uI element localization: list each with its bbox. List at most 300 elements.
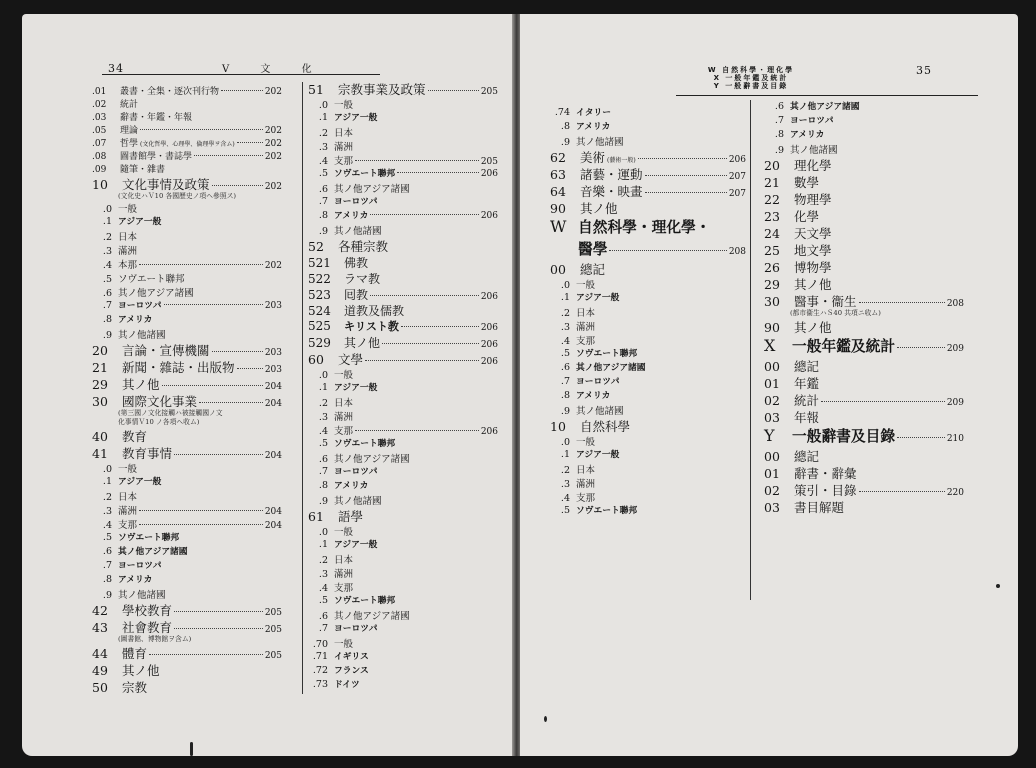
classification-entry — [92, 162, 282, 175]
class-code: .0 — [560, 280, 570, 291]
class-label: 一般 — [334, 527, 354, 538]
dot-leader — [174, 454, 263, 455]
class-label: イタリー — [576, 108, 611, 118]
class-label: 策引・目錄 — [794, 483, 857, 498]
classification-entry — [308, 622, 498, 636]
class-code: 01 — [764, 376, 780, 391]
class-code: .0 — [102, 204, 112, 215]
page-reference: 204 — [264, 451, 282, 461]
classification-entry — [308, 552, 498, 566]
classification-entry — [764, 374, 964, 391]
running-head-left: V 文 化 — [222, 64, 326, 75]
class-label: フランス — [334, 666, 369, 676]
dot-leader — [221, 90, 263, 91]
class-label: 社會教育 — [122, 620, 173, 635]
dot-leader — [645, 175, 727, 176]
classification-entry — [92, 601, 282, 618]
class-label: ソヴエート聯邦 — [334, 169, 396, 179]
classification-entry — [764, 357, 964, 374]
page-reference: 206 — [480, 340, 498, 350]
class-code: .71 — [312, 651, 328, 662]
classification-entry — [308, 254, 498, 270]
class-code: .72 — [312, 665, 328, 676]
class-label: 其ノ他 — [794, 320, 832, 335]
class-code: 25 — [764, 243, 780, 258]
classification-entry — [550, 106, 746, 120]
classification-entry — [764, 173, 964, 190]
classification-entry — [92, 84, 282, 97]
classification-entry — [92, 271, 282, 285]
classification-entry — [764, 481, 964, 498]
classification-entry — [308, 479, 498, 493]
class-code: .4 — [102, 520, 112, 531]
classification-entry — [550, 238, 746, 260]
class-label: アジア一般 — [576, 293, 620, 303]
class-code: .9 — [774, 145, 784, 156]
page-reference: 208 — [728, 247, 746, 257]
class-code: .9 — [318, 226, 328, 237]
classification-entry — [308, 139, 498, 153]
classification-entry — [550, 291, 746, 305]
classification-entry — [92, 661, 282, 678]
class-code: 21 — [764, 175, 780, 190]
classification-entry — [550, 216, 746, 238]
page-reference: 206 — [480, 292, 498, 302]
class-code: .4 — [318, 156, 328, 167]
class-label: 其ノ他諸國 — [334, 226, 382, 237]
class-code: 40 — [92, 429, 108, 444]
class-label: 音樂・映畫 — [580, 184, 643, 199]
class-code: 29 — [92, 377, 108, 392]
class-code: 30 — [92, 394, 108, 409]
dot-leader — [139, 510, 263, 511]
class-code: 03 — [764, 410, 780, 425]
class-label: 滿洲 — [334, 412, 354, 423]
class-code: .5 — [560, 348, 570, 359]
class-code: .3 — [560, 479, 570, 490]
class-code: .8 — [560, 390, 570, 401]
right-page — [520, 14, 1018, 756]
class-label: ドイツ — [334, 680, 360, 690]
page-reference: 206 — [480, 357, 498, 367]
class-label: 文化事情及政策 — [122, 177, 210, 192]
class-label: 總記 — [794, 449, 820, 464]
page-reference: 202 — [264, 126, 282, 136]
header-rule-right — [676, 95, 978, 96]
class-code: .5 — [102, 274, 112, 285]
page-number-left: 34 — [108, 62, 124, 75]
classification-entry — [308, 451, 498, 465]
class-label: ソヴエート聯邦 — [576, 506, 638, 516]
class-label: 自然科學・理化學・ — [578, 219, 711, 236]
class-code: .1 — [560, 449, 570, 460]
class-label: 其ノ他諸國 — [576, 406, 624, 417]
classification-entry — [92, 427, 282, 444]
class-label: 其ノ他アジア諸國 — [334, 454, 410, 465]
class-code: 44 — [92, 646, 108, 661]
class-code: .3 — [318, 412, 328, 423]
classification-entry — [92, 503, 282, 517]
classification-entry — [308, 367, 498, 381]
page-reference: 203 — [264, 348, 282, 358]
classification-entry — [764, 408, 964, 425]
classification-entry — [308, 594, 498, 608]
page-reference: 209 — [946, 398, 964, 408]
scope-note — [764, 309, 964, 318]
class-label: 諸藝・運動 — [580, 167, 643, 182]
classification-entry — [308, 97, 498, 111]
class-label: 圖書館學・書誌學 — [120, 152, 193, 162]
class-label: 滿洲 — [118, 246, 138, 257]
class-code: .9 — [560, 137, 570, 148]
classification-entry — [92, 358, 282, 375]
class-code: .2 — [318, 398, 328, 409]
class-code: .8 — [560, 121, 570, 132]
classification-entry — [92, 392, 282, 409]
class-label: ソヴエート聯邦 — [576, 349, 638, 359]
class-code: .7 — [318, 623, 328, 634]
class-code: 00 — [764, 449, 780, 464]
class-code: 525 — [308, 319, 331, 333]
class-label: 天文學 — [794, 226, 832, 241]
classification-entry — [308, 318, 498, 334]
class-label: ヨーロツパ — [334, 467, 378, 477]
class-code: .73 — [312, 679, 328, 690]
class-code: .7 — [318, 466, 328, 477]
page-reference: 206 — [480, 211, 498, 221]
left-column-2 — [308, 80, 498, 692]
class-label: 支那 — [334, 426, 354, 437]
classification-entry — [308, 566, 498, 580]
class-label: 宗教 — [122, 680, 148, 695]
page-reference: 202 — [264, 152, 282, 162]
classification-entry — [308, 237, 498, 254]
classification-entry — [308, 195, 498, 209]
classification-entry — [764, 447, 964, 464]
class-label: 新聞・雜誌・出版物 — [122, 360, 235, 375]
dot-leader — [821, 401, 945, 402]
class-label: 支那 — [576, 493, 596, 504]
page-reference: 204 — [264, 507, 282, 517]
classification-entry — [764, 114, 964, 128]
class-label: 其ノ他アジア諸國 — [334, 184, 410, 195]
class-code: .9 — [318, 496, 328, 507]
class-label: アメリカ — [334, 481, 369, 491]
class-label: 學校教育 — [122, 603, 173, 618]
page-reference: 209 — [946, 344, 964, 354]
class-code: .7 — [102, 560, 112, 571]
class-code: 50 — [92, 680, 108, 695]
class-code: .70 — [312, 639, 328, 650]
column-rule-right — [750, 100, 751, 600]
class-code: .4 — [560, 493, 570, 504]
class-label: 其ノ他アジア諸國 — [790, 102, 860, 112]
class-code: .6 — [318, 611, 328, 622]
classification-entry — [308, 181, 498, 195]
class-code: .1 — [318, 382, 328, 393]
class-label: 其ノ他 — [122, 377, 160, 392]
class-code: .08 — [92, 152, 107, 162]
class-label: 醫事・衞生 — [794, 294, 857, 309]
class-code: .9 — [102, 330, 112, 341]
class-label: 宗教事業及政策 — [338, 82, 426, 97]
class-label: 年報 — [794, 410, 820, 425]
class-label: 統計 — [120, 100, 139, 110]
classification-entry — [308, 664, 498, 678]
class-code: 24 — [764, 226, 780, 241]
classification-entry — [92, 110, 282, 123]
classification-entry — [92, 327, 282, 341]
class-label: 支那 — [576, 336, 596, 347]
class-label: アメリカ — [576, 391, 611, 401]
classification-entry — [308, 80, 498, 97]
class-code: 01 — [764, 466, 780, 481]
classification-entry — [92, 475, 282, 489]
class-label: アメリカ — [118, 575, 153, 585]
class-code: .2 — [102, 232, 112, 243]
classification-entry — [550, 319, 746, 333]
dot-leader — [428, 90, 479, 91]
classification-entry — [550, 389, 746, 403]
class-code: .5 — [560, 505, 570, 516]
classification-entry — [92, 299, 282, 313]
class-code: .07 — [92, 139, 107, 149]
class-label: 辭書・辭彙 — [794, 466, 857, 481]
class-code: .8 — [318, 480, 328, 491]
class-code: 41 — [92, 446, 108, 461]
scan-mark — [190, 742, 193, 756]
class-label: イギリス — [334, 652, 369, 662]
class-code: 64 — [550, 184, 566, 199]
class-label: 各種宗教 — [338, 239, 389, 254]
classification-entry — [92, 545, 282, 559]
classification-entry — [92, 461, 282, 475]
classification-entry — [308, 409, 498, 423]
class-code: .4 — [318, 583, 328, 594]
class-code: 20 — [764, 158, 780, 173]
class-code: .09 — [92, 165, 107, 175]
classification-entry — [308, 381, 498, 395]
classification-entry — [550, 120, 746, 134]
classification-entry — [92, 201, 282, 215]
classification-entry — [308, 167, 498, 181]
page-reference: 205 — [480, 157, 498, 167]
page-reference: 208 — [946, 299, 964, 309]
dot-leader — [897, 347, 945, 348]
class-label: 一般 — [334, 100, 354, 111]
class-code: 21 — [92, 360, 108, 375]
classification-entry — [308, 507, 498, 524]
class-code: 60 — [308, 352, 324, 367]
class-label: ソヴエート聯邦 — [118, 533, 180, 543]
class-label: 一般 — [334, 639, 354, 650]
page-reference: 205 — [264, 625, 282, 635]
page-reference: 220 — [946, 488, 964, 498]
scope-note-line: (第三國ノ文化接觸ハ被接觸國ノ文 — [118, 409, 223, 417]
classification-entry — [764, 258, 964, 275]
page-reference: 203 — [264, 301, 282, 311]
classification-entry — [92, 257, 282, 271]
running-head-line-x: X 一般年鑑及統計 — [713, 74, 789, 82]
class-label: 囘教 — [344, 288, 369, 302]
classification-entry — [550, 305, 746, 319]
classification-entry — [308, 153, 498, 167]
classification-entry — [550, 417, 746, 434]
dot-leader — [174, 628, 263, 629]
classification-entry — [550, 347, 746, 361]
class-code: 10 — [550, 419, 566, 434]
classification-entry — [308, 538, 498, 552]
classification-entry — [764, 292, 964, 309]
inline-scope-note: (文化哲學、心理學、倫理學ヲ含ム) — [140, 141, 235, 148]
class-label: アジア一般 — [334, 113, 378, 123]
class-code: W — [550, 217, 567, 236]
classification-entry — [308, 334, 498, 350]
dot-leader — [139, 524, 263, 525]
class-label: ソヴエート聯邦 — [118, 274, 185, 285]
classification-entry — [308, 125, 498, 139]
class-label: ヨーロツパ — [118, 301, 162, 311]
class-code: 522 — [308, 272, 331, 286]
classification-entry — [308, 270, 498, 286]
classification-entry — [308, 493, 498, 507]
dot-leader — [237, 368, 263, 369]
class-code: 00 — [764, 359, 780, 374]
dot-leader — [174, 611, 263, 612]
page-number-right: 35 — [916, 64, 932, 77]
dot-leader — [355, 430, 479, 431]
class-code: .7 — [318, 196, 328, 207]
class-code: 62 — [550, 150, 566, 165]
class-label: 日本 — [118, 232, 138, 243]
classification-entry — [764, 207, 964, 224]
class-label: 其ノ他諸國 — [576, 137, 624, 148]
class-code: .02 — [92, 100, 107, 110]
dot-leader — [382, 343, 479, 344]
dot-leader — [397, 172, 479, 173]
class-label: 哲學 — [120, 139, 139, 149]
class-code: 529 — [308, 336, 331, 350]
class-code: Y — [764, 426, 775, 445]
class-label: ソヴエート聯邦 — [334, 596, 396, 606]
page-reference: 206 — [480, 323, 498, 333]
dot-leader — [194, 155, 263, 156]
class-code: .8 — [102, 314, 112, 325]
class-label: 滿洲 — [118, 506, 138, 517]
page-reference: 204 — [264, 382, 282, 392]
class-label: ラマ教 — [344, 272, 381, 286]
class-code: .4 — [102, 260, 112, 271]
class-code: .7 — [560, 376, 570, 387]
dot-leader — [370, 214, 478, 215]
classification-entry — [92, 587, 282, 601]
class-label: ヨーロツパ — [334, 197, 378, 207]
classification-entry — [308, 286, 498, 302]
class-label: 其ノ他アジア諸國 — [118, 547, 188, 557]
class-label: 日本 — [118, 492, 138, 503]
class-label: 教育 — [122, 429, 148, 444]
class-label: 其ノ他諸國 — [790, 145, 838, 156]
classification-entry — [92, 215, 282, 229]
class-code: .0 — [318, 370, 328, 381]
class-code: 521 — [308, 256, 331, 270]
class-label: ヨーロツパ — [118, 561, 162, 571]
dot-leader — [609, 250, 726, 251]
class-label: 支那 — [334, 583, 354, 594]
class-code: .1 — [318, 112, 328, 123]
right-column-1 — [550, 106, 746, 518]
class-code: .2 — [560, 465, 570, 476]
class-code: .2 — [560, 308, 570, 319]
classification-entry — [550, 199, 746, 216]
class-code: .0 — [560, 437, 570, 448]
classification-entry — [764, 464, 964, 481]
class-label: 日本 — [576, 465, 596, 476]
class-label: 教育事情 — [122, 446, 173, 461]
class-label: 理化學 — [794, 158, 832, 173]
classification-entry — [308, 580, 498, 594]
class-code: .2 — [318, 128, 328, 139]
class-label: 辭書・年鑑・年報 — [120, 113, 193, 123]
classification-entry — [92, 444, 282, 461]
classification-entry — [92, 341, 282, 358]
left-column-1 — [92, 84, 282, 695]
class-code: .8 — [774, 129, 784, 140]
classification-entry — [550, 504, 746, 518]
classification-entry — [92, 97, 282, 110]
classification-entry — [92, 136, 282, 149]
scope-note — [92, 409, 282, 427]
running-head-line-w: W 自然科學・理化學 — [707, 66, 795, 74]
class-label: 道教及儒教 — [344, 304, 405, 318]
class-code: .1 — [318, 539, 328, 550]
class-label: 其ノ他諸國 — [334, 496, 382, 507]
class-code: 49 — [92, 663, 108, 678]
class-label: 數學 — [794, 175, 820, 190]
class-code: 61 — [308, 509, 324, 524]
classification-entry — [764, 142, 964, 156]
classification-entry — [308, 678, 498, 692]
classification-entry — [764, 224, 964, 241]
class-code: 00 — [550, 262, 566, 277]
class-code: 524 — [308, 304, 331, 318]
class-label: 其ノ他 — [344, 336, 381, 350]
class-label: 其ノ他 — [794, 277, 832, 292]
classification-entry — [550, 361, 746, 375]
class-label: 文學 — [338, 352, 364, 367]
classification-entry — [550, 134, 746, 148]
dot-leader — [162, 385, 263, 386]
class-label: 自然科學 — [580, 419, 631, 434]
class-code: .5 — [318, 595, 328, 606]
class-label: 滿洲 — [334, 569, 354, 580]
class-label: アジア一般 — [334, 383, 378, 393]
page-reference: 207 — [728, 189, 746, 199]
class-code: .1 — [102, 216, 112, 227]
dot-leader — [638, 158, 727, 159]
page-reference: 202 — [264, 87, 282, 97]
classification-entry — [764, 335, 964, 357]
classification-entry — [308, 465, 498, 479]
class-code: .05 — [92, 126, 107, 136]
dot-leader — [139, 264, 263, 265]
class-code: .3 — [102, 506, 112, 517]
class-label: 言論・宣傳機關 — [122, 343, 210, 358]
class-label: アメリカ — [334, 211, 369, 221]
classification-entry — [550, 333, 746, 347]
dot-leader — [199, 402, 263, 403]
class-code: .9 — [560, 406, 570, 417]
